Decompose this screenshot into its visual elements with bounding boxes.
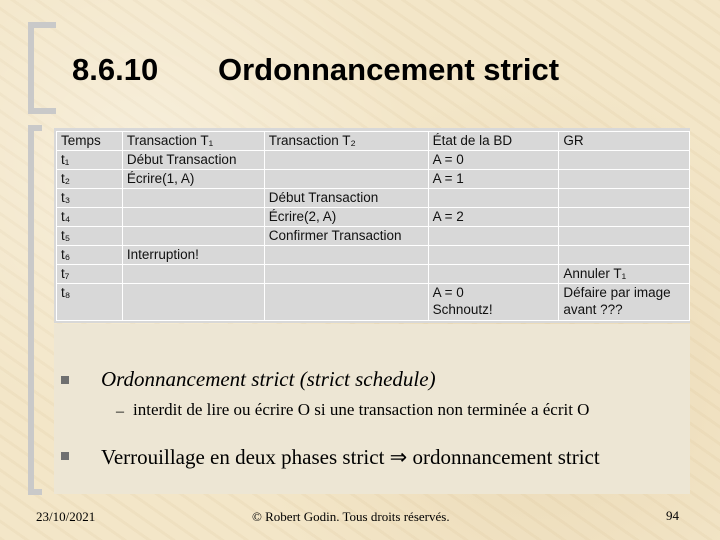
section-number: 8.6.10 bbox=[72, 52, 159, 87]
table-row bbox=[57, 284, 690, 321]
table-row bbox=[57, 227, 690, 246]
table-cell: t₁ bbox=[57, 151, 123, 170]
table-cell: t₇ bbox=[57, 265, 123, 284]
table-cell: t₃ bbox=[57, 189, 123, 208]
title-text: Ordonnancement strict bbox=[218, 52, 560, 87]
table-cell bbox=[264, 170, 428, 189]
table-cell bbox=[428, 246, 559, 265]
footer-date: 23/10/2021 bbox=[36, 509, 96, 524]
table-row bbox=[57, 189, 690, 208]
header-t1: Transaction T₁ bbox=[122, 132, 264, 151]
table-cell bbox=[428, 227, 559, 246]
page-number: 94 bbox=[666, 508, 679, 523]
header-temps: Temps bbox=[57, 132, 123, 151]
table-cell: t₆ bbox=[57, 246, 123, 265]
sub-bullet-definition: interdit de lire ou écrire O si une transaction non terminée a écrit O bbox=[133, 400, 590, 419]
schedule-table-container bbox=[54, 128, 690, 323]
title-bracket-decoration bbox=[28, 22, 56, 114]
table-cell: Écrire(2, A) bbox=[264, 208, 428, 227]
table-cell: A = 1 bbox=[428, 170, 559, 189]
table-cell bbox=[559, 227, 690, 246]
table-cell: A = 0 bbox=[428, 151, 559, 170]
table-row bbox=[57, 265, 690, 284]
table-cell: Interruption! bbox=[122, 246, 264, 265]
bullet-square-icon bbox=[61, 452, 69, 460]
table-cell bbox=[122, 189, 264, 208]
table-header-row bbox=[57, 132, 690, 151]
table-row bbox=[57, 208, 690, 227]
table-cell bbox=[122, 265, 264, 284]
table-cell bbox=[559, 208, 690, 227]
table-cell: Début Transaction bbox=[122, 151, 264, 170]
table-cell bbox=[122, 227, 264, 246]
table-cell bbox=[559, 170, 690, 189]
table-row bbox=[57, 170, 690, 189]
table-cell: Défaire par image avant ??? bbox=[559, 284, 690, 321]
table-cell bbox=[264, 151, 428, 170]
header-gr: GR bbox=[559, 132, 690, 151]
table-cell bbox=[264, 265, 428, 284]
bullet-strict-2pl: Verrouillage en deux phases strict ⇒ ordonnancement strict bbox=[101, 445, 600, 469]
table-cell: t₂ bbox=[57, 170, 123, 189]
header-t2: Transaction T₂ bbox=[264, 132, 428, 151]
header-etat-bd: État de la BD bbox=[428, 132, 559, 151]
table-cell bbox=[428, 265, 559, 284]
content-bracket-decoration bbox=[28, 125, 42, 495]
table-cell: t₈ bbox=[57, 284, 123, 321]
table-cell: Début Transaction bbox=[264, 189, 428, 208]
table-cell bbox=[428, 189, 559, 208]
footer-copyright: © Robert Godin. Tous droits réservés. bbox=[252, 509, 450, 524]
table-cell bbox=[559, 151, 690, 170]
table-cell bbox=[264, 284, 428, 321]
table-cell: A = 0 Schnoutz! bbox=[428, 284, 559, 321]
table-cell bbox=[559, 246, 690, 265]
table-row bbox=[57, 246, 690, 265]
table-cell: t₄ bbox=[57, 208, 123, 227]
table-cell: t₅ bbox=[57, 227, 123, 246]
table-cell bbox=[122, 284, 264, 321]
table-cell bbox=[264, 246, 428, 265]
table-cell bbox=[122, 208, 264, 227]
table-row bbox=[57, 151, 690, 170]
dash-icon: – bbox=[116, 403, 124, 420]
table-cell: Annuler T₁ bbox=[559, 265, 690, 284]
schedule-table bbox=[56, 131, 690, 321]
table-cell: Écrire(1, A) bbox=[122, 170, 264, 189]
bullet-square-icon bbox=[61, 376, 69, 384]
table-cell: A = 2 bbox=[428, 208, 559, 227]
table-cell bbox=[559, 189, 690, 208]
table-cell: Confirmer Transaction bbox=[264, 227, 428, 246]
bullet-strict-schedule: Ordonnancement strict (strict schedule) bbox=[101, 367, 436, 391]
